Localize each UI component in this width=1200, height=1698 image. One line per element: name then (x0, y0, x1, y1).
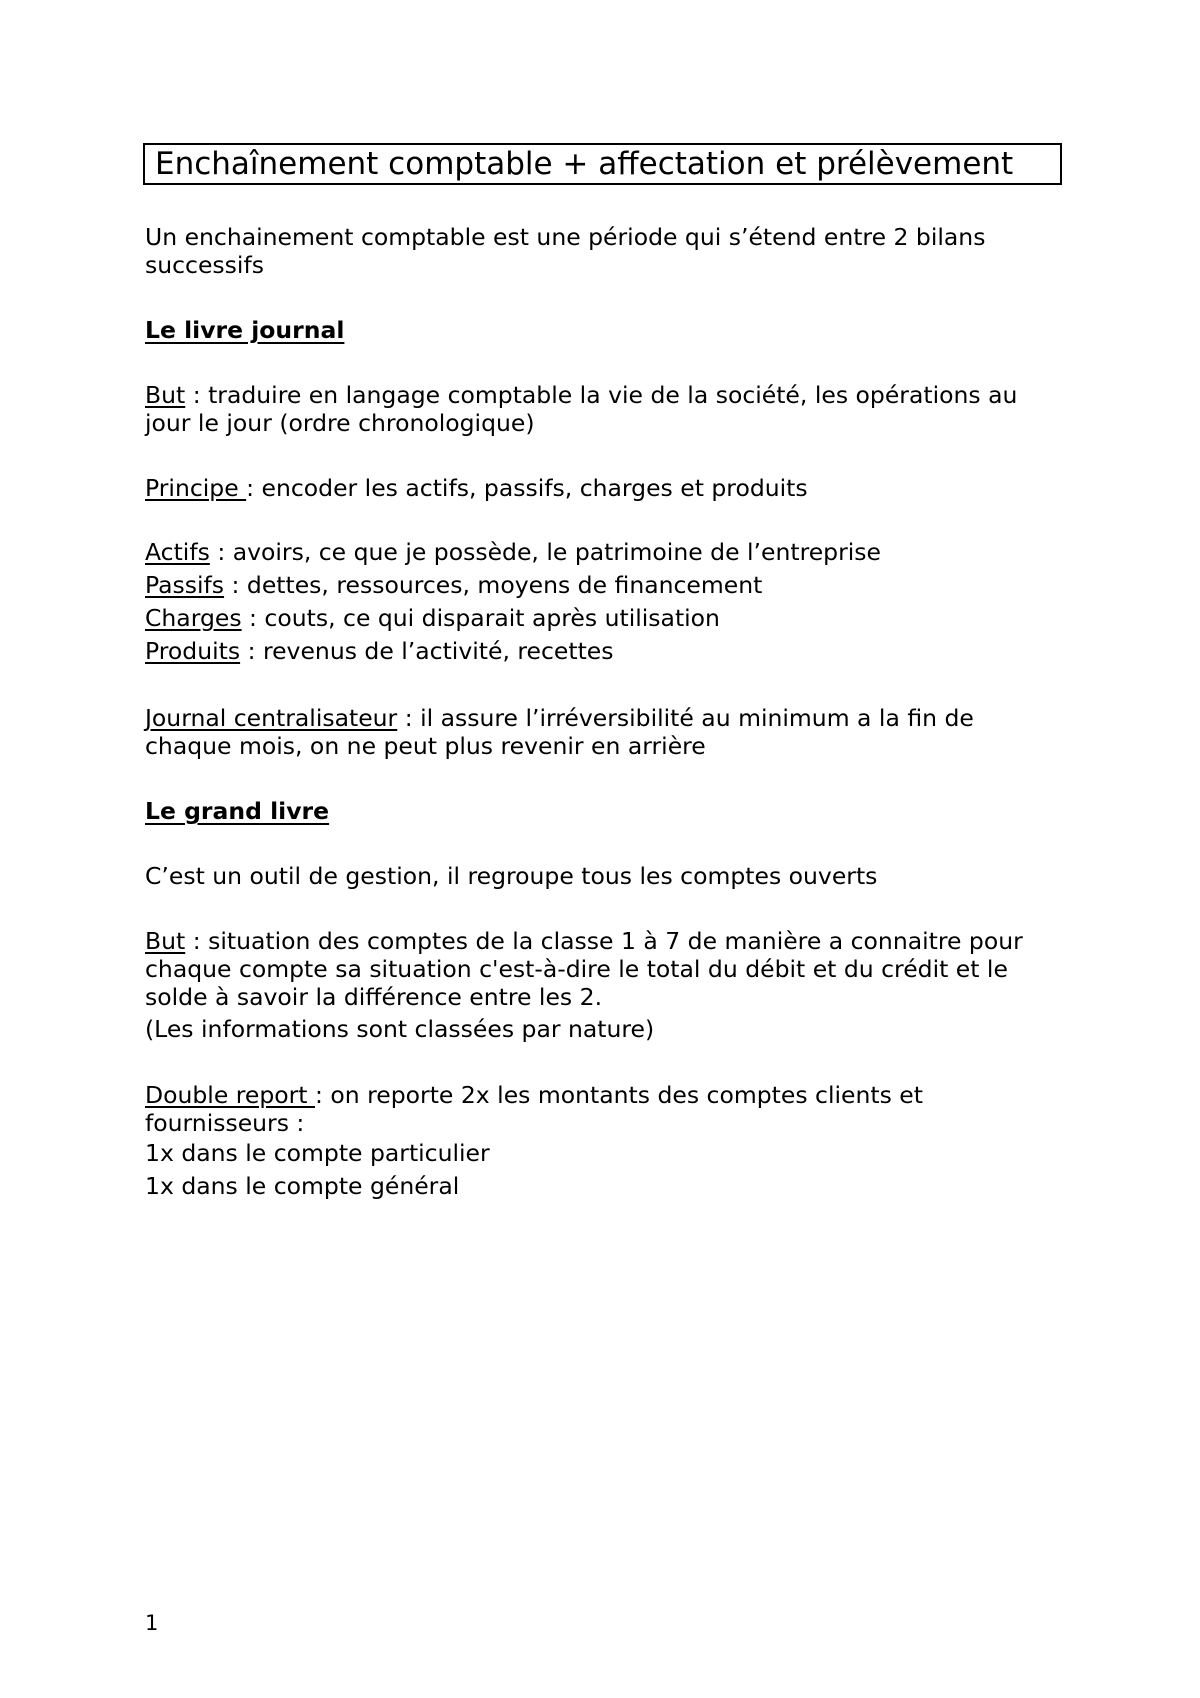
grand-livre-but (145, 927, 1065, 1043)
double-report-line-3: 1x dans le compte particulier (145, 1139, 490, 1167)
but-line-2: jour le jour (ordre chronologique) (145, 409, 535, 437)
double-report-line-1 (145, 1081, 1065, 1109)
intro-paragraph (145, 223, 1065, 279)
section-heading-grand-livre (145, 797, 1065, 825)
but-text: : situation des comptes de la classe 1 à 7 de manière a connaitre pour (185, 927, 1023, 955)
journal-label: Journal centralisateur (145, 704, 398, 732)
but-label: But (145, 381, 186, 409)
definition-label: Actifs (145, 538, 210, 566)
principe-text: : encoder les actifs, passifs, charges et produits (246, 474, 808, 502)
intro-line-2: successifs (145, 251, 264, 279)
journal-centralisateur (145, 704, 1065, 760)
section-heading-livre-journal (145, 316, 1065, 344)
definition-actifs (145, 536, 1065, 569)
definition-label: Passifs (145, 571, 225, 599)
but-line-3: solde à savoir la différence entre les 2. (145, 983, 603, 1011)
principe-label: Principe (145, 474, 247, 502)
principe-line (145, 474, 1065, 502)
definition-text: : avoirs, ce que je possède, le patrimoine de l’entreprise (209, 538, 881, 566)
definition-label: Charges (145, 604, 242, 632)
definition-passifs (145, 569, 1065, 602)
definition-text: : couts, ce qui disparait après utilisation (241, 604, 720, 632)
section-heading-text: Le grand livre (145, 797, 330, 825)
definition-text: : dettes, ressources, moyens de financement (224, 571, 763, 599)
definition-text: : revenus de l’activité, recettes (240, 637, 614, 665)
page-number: 1 (145, 1611, 159, 1635)
definition-label: Produits (145, 637, 241, 665)
intro-line-1: Un enchainement comptable est une période qui s’étend entre 2 bilans (145, 223, 986, 251)
definitions-list (145, 536, 1065, 668)
livre-journal-principe (145, 474, 1065, 502)
journal-line-2: chaque mois, on ne peut plus revenir en arrière (145, 732, 706, 760)
grand-livre-intro (145, 862, 1065, 890)
double-report-label: Double report (145, 1081, 315, 1109)
but-label: But (145, 927, 186, 955)
double-report-text: : on reporte 2x les montants des comptes clients et (315, 1081, 923, 1109)
definition-charges (145, 602, 1065, 635)
double-report (145, 1081, 1065, 1203)
section-heading-text: Le livre journal (145, 316, 345, 344)
journal-text: : il assure l’irréversibilité au minimum a la fin de (397, 704, 974, 732)
but-line-4: (Les informations sont classées par nature) (145, 1015, 655, 1043)
definition-produits (145, 635, 1065, 668)
document-title: Enchaînement comptable + affectation et prélèvement (143, 143, 1062, 185)
double-report-line-4: 1x dans le compte général (145, 1172, 460, 1200)
but-line-2: chaque compte sa situation c'est-à-dire le total du débit et du crédit et le (145, 955, 1008, 983)
grand-livre-intro-line: C’est un outil de gestion, il regroupe tous les comptes ouverts (145, 862, 878, 890)
livre-journal-but (145, 381, 1065, 437)
journal-line-1 (145, 704, 1065, 732)
but-line-1 (145, 381, 1065, 409)
but-line-1 (145, 927, 1065, 955)
double-report-line-2: fournisseurs : (145, 1109, 305, 1137)
but-text: : traduire en langage comptable la vie de la société, les opérations au (185, 381, 1018, 409)
